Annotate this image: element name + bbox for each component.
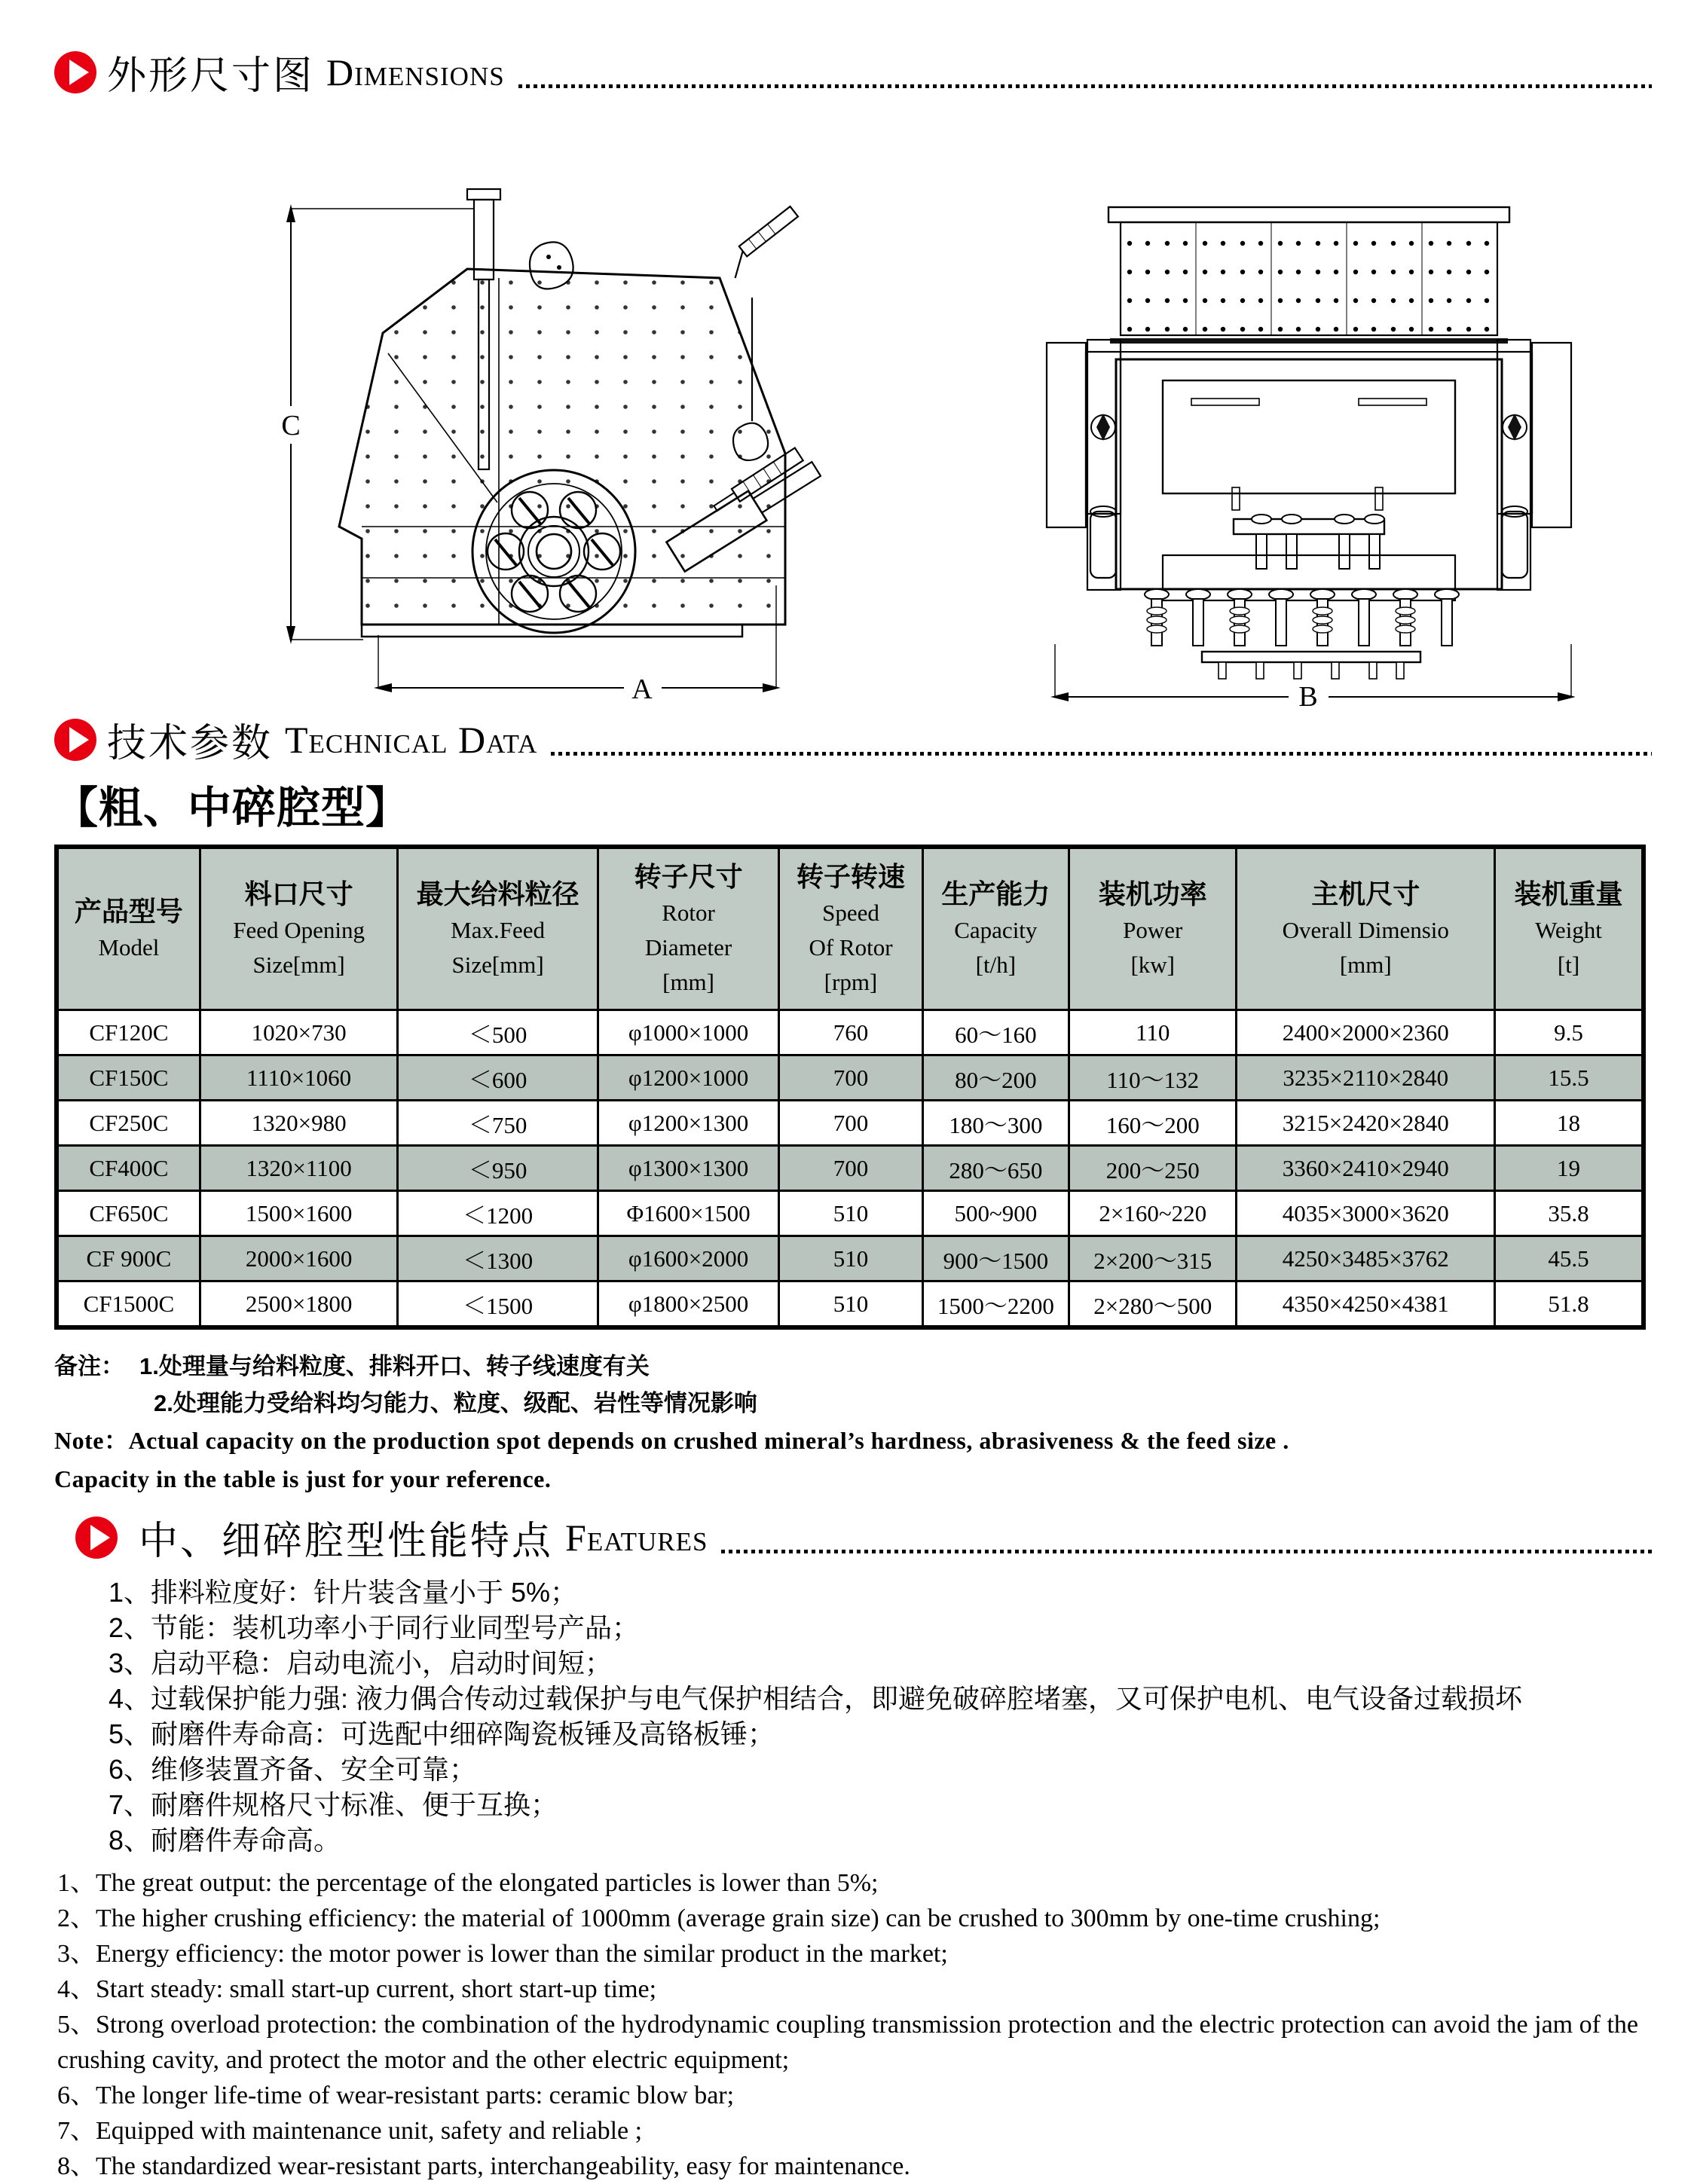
- cell: 60～160: [922, 1010, 1069, 1055]
- cell: ＜950: [398, 1146, 598, 1191]
- cell: 80～200: [922, 1055, 1069, 1101]
- dotted-leader: [518, 84, 1652, 88]
- tension-rod: [721, 206, 804, 278]
- cell: 2500×1800: [200, 1281, 397, 1328]
- cell: 19: [1495, 1146, 1644, 1191]
- dimension-B: [1050, 644, 1575, 710]
- feature-en-item: 8、The standardized wear-resistant parts, interchangeability, easy for maintenance.: [57, 2152, 910, 2180]
- cell: 35.8: [1495, 1191, 1644, 1236]
- cell: ＜500: [398, 1010, 598, 1055]
- cell: 4035×3000×3620: [1237, 1191, 1495, 1236]
- feature-en-item: 1、The great output: the percentage of the elongated particles is lower than 5%;: [57, 1869, 879, 1897]
- cell: 45.5: [1495, 1236, 1644, 1281]
- front-view-drawing: [1044, 179, 1575, 710]
- cell: 3215×2420×2840: [1237, 1101, 1495, 1146]
- cell: 2400×2000×2360: [1237, 1010, 1495, 1055]
- col-header-overall-dimension: 主机尺寸 Overall Dimensio [mm]: [1237, 847, 1495, 1010]
- cell: 4350×4250×4381: [1237, 1281, 1495, 1328]
- feature-zh-item: 8、耐磨件寿命高。: [109, 1825, 341, 1856]
- table-row-cf650c: [57, 1191, 1644, 1236]
- table-header-row: [57, 847, 1644, 1010]
- cell: 700: [779, 1055, 922, 1101]
- cell: ＜1500: [398, 1281, 598, 1328]
- features-list-en: [54, 1865, 1652, 2184]
- cell: 200～250: [1069, 1146, 1237, 1191]
- cell: 3235×2110×2840: [1237, 1055, 1495, 1101]
- cell: 700: [779, 1101, 922, 1146]
- cell: φ1300×1300: [598, 1146, 778, 1191]
- dotted-leader: [551, 752, 1652, 756]
- cell: φ1000×1000: [598, 1010, 778, 1055]
- cell-model: CF120C: [57, 1010, 200, 1055]
- cell: ＜1300: [398, 1236, 598, 1281]
- cell: 510: [779, 1191, 922, 1236]
- cell: 1110×1060: [200, 1055, 397, 1101]
- cell: 110: [1069, 1010, 1237, 1055]
- table-row-cf150c: [57, 1055, 1644, 1101]
- cell: ＜1200: [398, 1191, 598, 1236]
- cell: φ1200×1300: [598, 1101, 778, 1146]
- table-row-cf250c: [57, 1101, 1644, 1146]
- cell: Φ1600×1500: [598, 1191, 778, 1236]
- col-header-rotor-speed: 转子转速 Speed Of Rotor [rpm]: [779, 847, 922, 1010]
- note-en-1: Note：Actual capacity on the production spot depends on crushed mineral’s hardness, abrasiveness & the feed size .: [54, 1427, 1289, 1454]
- cell: 1320×1100: [200, 1146, 397, 1191]
- table-row-cf1500c: [57, 1281, 1644, 1328]
- feature-en-item: 7、Equipped with maintenance unit, safety and reliable ;: [57, 2117, 643, 2145]
- note-zh-2: 2.处理能力受给料均匀能力、粒度、级配、岩性等情况影响: [154, 1390, 757, 1416]
- cell: 9.5: [1495, 1010, 1644, 1055]
- cell: 1020×730: [200, 1010, 397, 1055]
- col-header-power: 装机功率 Power [kw]: [1069, 847, 1237, 1010]
- crusher-front-body: [1047, 207, 1571, 679]
- feature-zh-item: 2、节能：装机功率小于同行业同型号产品；: [109, 1612, 640, 1643]
- feature-zh-item: 7、耐磨件规格尺寸标准、便于互换；: [109, 1789, 558, 1820]
- technical-drawings: [54, 179, 1652, 710]
- dotted-leader: [721, 1550, 1652, 1553]
- cell: 4250×3485×3762: [1237, 1236, 1495, 1281]
- cell: 160～200: [1069, 1101, 1237, 1146]
- cell: 1500×1600: [200, 1191, 397, 1236]
- play-icon: [54, 51, 96, 93]
- table-row-cf900c: [57, 1236, 1644, 1281]
- section-header-features: [54, 1509, 1652, 1565]
- cell: 2×160~220: [1069, 1191, 1237, 1236]
- cell: ＜750: [398, 1101, 598, 1146]
- cell: 1500～2200: [922, 1281, 1069, 1328]
- note-zh-1: 备注： 1.处理量与给料粒度、排料开口、转子线速度有关: [54, 1353, 650, 1379]
- play-icon: [75, 1517, 118, 1559]
- cell-model: CF250C: [57, 1101, 200, 1146]
- chamber-type-subtitle: 【粗、中碎腔型】: [54, 783, 411, 832]
- notes-block: [54, 1348, 1652, 1498]
- table-row-cf400c: [57, 1146, 1644, 1191]
- cell: 2×280～500: [1069, 1281, 1237, 1328]
- cell: 760: [779, 1010, 922, 1055]
- feature-en-item: 4、Start steady: small start-up current, short start-up time;: [57, 1975, 657, 2003]
- section-header-dimensions: [54, 44, 1652, 100]
- crusher-side-body: [339, 189, 821, 637]
- feature-en-item: 3、Energy efficiency: the motor power is lower than the similar product in the market;: [57, 1940, 948, 1968]
- col-header-max-feed: 最大给料粒径 Max.Feed Size[mm]: [398, 847, 598, 1010]
- cell-model: CF400C: [57, 1146, 200, 1191]
- feature-zh-item: 3、启动平稳：启动电流小，启动时间短；: [109, 1648, 613, 1678]
- section-header-technical-data: [54, 711, 1652, 768]
- col-header-model: 产品型号 Model: [57, 847, 200, 1010]
- play-icon: [54, 719, 96, 761]
- technical-title-en: Technical Data: [285, 718, 538, 761]
- cell: 510: [779, 1236, 922, 1281]
- cell: 1320×980: [200, 1101, 397, 1146]
- cell: 2000×1600: [200, 1236, 397, 1281]
- side-view-drawing: [249, 179, 821, 710]
- features-title-zh: 中、细碎腔型性能特点: [139, 1520, 554, 1563]
- feature-zh-item: 6、维修装置齐备、安全可靠；: [109, 1754, 477, 1785]
- cell-model: CF 900C: [57, 1236, 200, 1281]
- technical-data-table: [54, 845, 1646, 1330]
- spring-bolt-row: [1145, 589, 1459, 646]
- cell: ＜600: [398, 1055, 598, 1101]
- cell-model: CF150C: [57, 1055, 200, 1101]
- dimension-label-a: A: [631, 674, 653, 705]
- dimension-label-b: B: [1298, 681, 1318, 710]
- cell: φ1600×2000: [598, 1236, 778, 1281]
- col-header-rotor-diameter: 转子尺寸 Rotor Diameter [mm]: [598, 847, 778, 1010]
- technical-title-zh: 技术参数: [107, 722, 274, 765]
- cell: φ1200×1000: [598, 1055, 778, 1101]
- cell-model: CF650C: [57, 1191, 200, 1236]
- feature-zh-item: 1、排料粒度好：针片装含量小于 5%；: [109, 1577, 578, 1608]
- cell: 18: [1495, 1101, 1644, 1146]
- dimension-label-c: C: [281, 410, 301, 441]
- cell: 110～132: [1069, 1055, 1237, 1101]
- cell: 900～1500: [922, 1236, 1069, 1281]
- cell: 500~900: [922, 1191, 1069, 1236]
- features-list-zh: [54, 1575, 1652, 1858]
- feature-zh-item: 4、过载保护能力强: 液力偶合传动过载保护与电气保护相结合，即避免破碎腔堵塞，又可保护电机、电气设备过载损坏: [109, 1683, 1523, 1714]
- table-row-cf120c: [57, 1010, 1644, 1055]
- col-header-capacity: 生产能力 Capacity [t/h]: [922, 847, 1069, 1010]
- dimensions-title-zh: 外形尺寸图: [107, 54, 315, 98]
- col-header-feed-opening: 料口尺寸 Feed Opening Size[mm]: [200, 847, 397, 1010]
- cell: 3360×2410×2940: [1237, 1146, 1495, 1191]
- note-en-2: Capacity in the table is just for your reference.: [54, 1465, 552, 1492]
- features-title-en: Features: [565, 1516, 708, 1559]
- feature-en-item: 6、The longer life-time of wear-resistant parts: ceramic blow bar;: [57, 2082, 735, 2109]
- cell: 510: [779, 1281, 922, 1328]
- feature-zh-item: 5、耐磨件寿命高：可选配中细碎陶瓷板锤及高铬板锤；: [109, 1718, 775, 1749]
- cell: 2×200～315: [1069, 1236, 1237, 1281]
- cell: 700: [779, 1146, 922, 1191]
- col-header-weight: 装机重量 Weight [t]: [1495, 847, 1644, 1010]
- cell: 280～650: [922, 1146, 1069, 1191]
- cell: 15.5: [1495, 1055, 1644, 1101]
- cell: 51.8: [1495, 1281, 1644, 1328]
- cell-model: CF1500C: [57, 1281, 200, 1328]
- feature-en-item: 5、Strong overload protection: the combination of the hydrodynamic coupling transmission protection and the electric protection can avoid the jam of the crushing cavity, and protect the motor and the other electric equipment;: [57, 2011, 1638, 2074]
- cell: φ1800×2500: [598, 1281, 778, 1328]
- cell: 180～300: [922, 1101, 1069, 1146]
- feature-en-item: 2、The higher crushing efficiency: the material of 1000mm (average grain size) can be crushed to 300mm by one-time crushing;: [57, 1905, 1381, 1932]
- dimensions-title-en: Dimensions: [326, 50, 505, 93]
